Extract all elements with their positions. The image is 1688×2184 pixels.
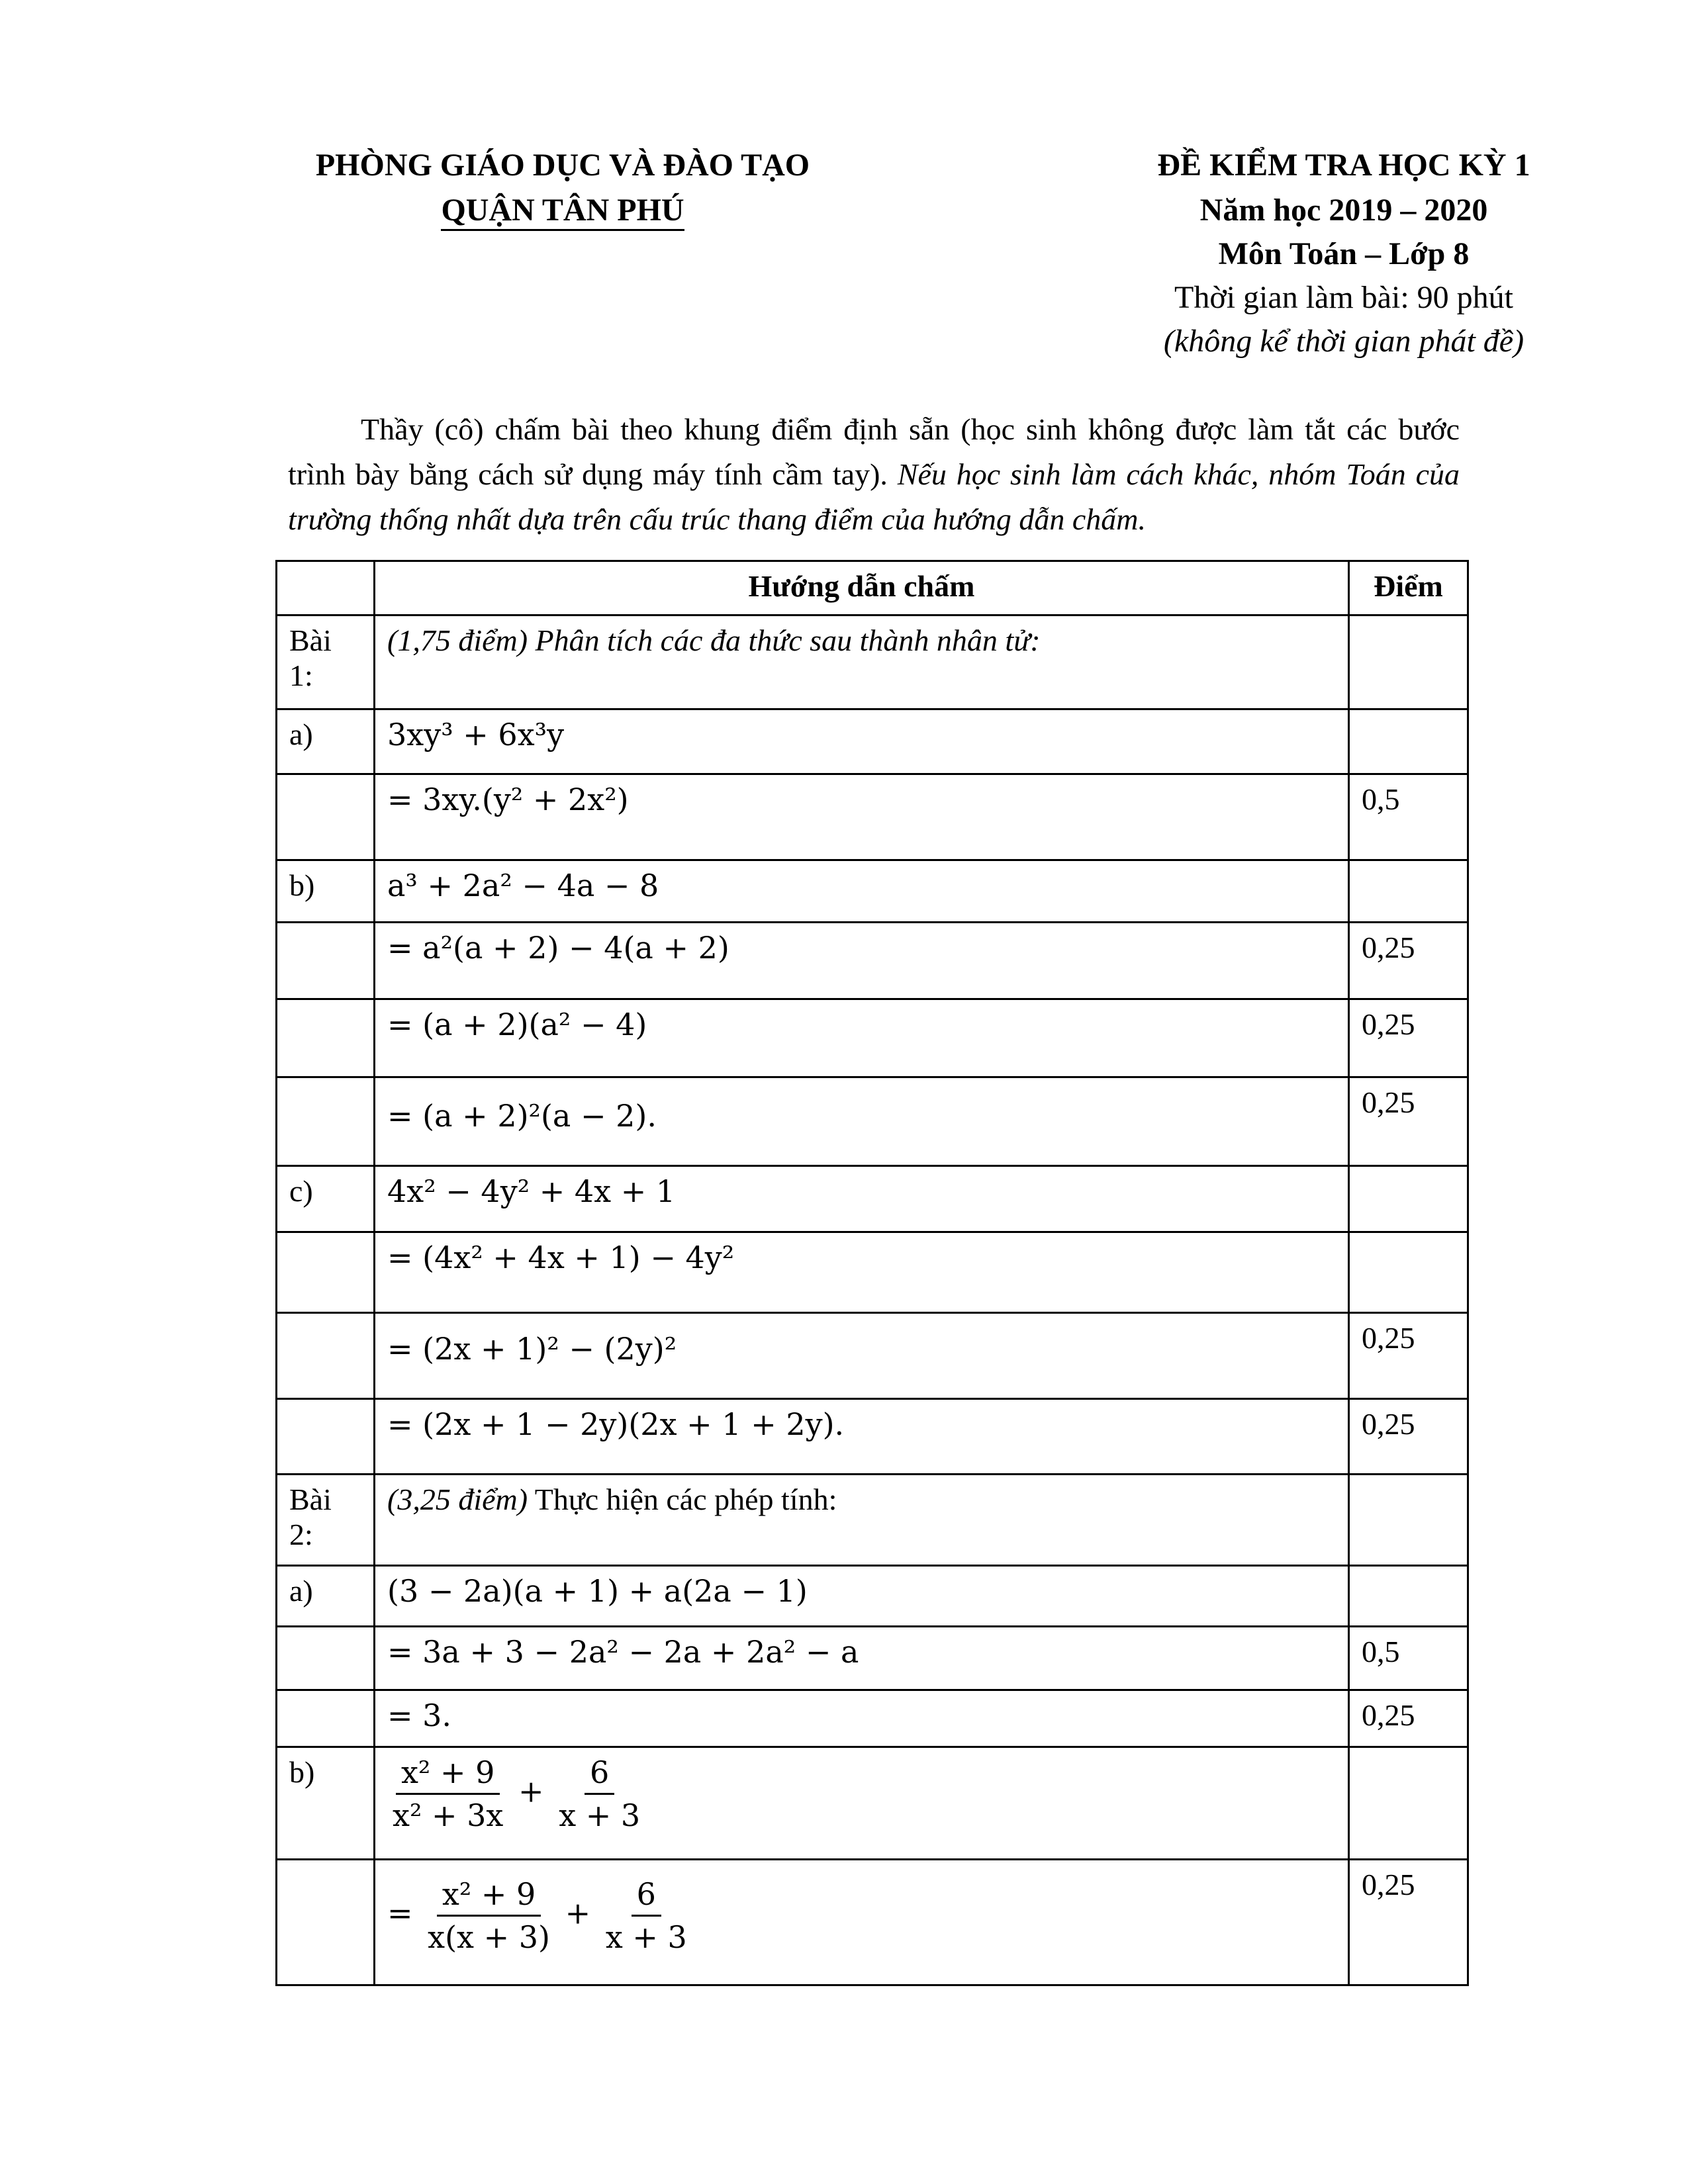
fraction [387, 1754, 508, 1833]
row-label: b) [277, 1747, 375, 1860]
fraction-denominator: x + 3 [559, 1797, 641, 1833]
school-year: Năm học 2019 – 2020 [1199, 193, 1488, 228]
row-content-italic: (3,25 điểm) [387, 1482, 528, 1516]
operator: + [518, 1773, 544, 1809]
table-row [277, 1166, 1468, 1232]
row-content: (3 − 2a)(a + 1) + a(2a − 1) [375, 1566, 1349, 1627]
table-row [277, 1077, 1468, 1166]
row-label [277, 1313, 375, 1399]
row-score: 0,25 [1349, 1313, 1468, 1399]
row-content: (1,75 điểm) Phân tích các đa thức sau thành nhân tử: [375, 615, 1349, 709]
row-score: 0,5 [1349, 1627, 1468, 1690]
row-label [277, 1399, 375, 1475]
table-row [277, 1860, 1468, 1985]
table-row [277, 999, 1468, 1077]
table-row [277, 615, 1468, 709]
row-score: 0,25 [1349, 999, 1468, 1077]
fraction-numerator: 6 [632, 1876, 661, 1917]
row-score: 0,25 [1349, 1399, 1468, 1475]
table-row [277, 860, 1468, 923]
table-row [277, 1627, 1468, 1690]
table-row [277, 774, 1468, 860]
row-score [1349, 1566, 1468, 1627]
row-label [277, 774, 375, 860]
row-label: a) [277, 709, 375, 774]
fraction [600, 1876, 692, 1955]
fraction-numerator: 6 [585, 1754, 614, 1795]
exam-title: ĐỀ KIỂM TRA HỌC KỲ 1 [1157, 148, 1530, 183]
row-score: 0,25 [1349, 923, 1468, 999]
row-label [277, 1690, 375, 1747]
row-label: Bài 2: [277, 1475, 375, 1566]
row-label: a) [277, 1566, 375, 1627]
row-score [1349, 615, 1468, 709]
row-label: b) [277, 860, 375, 923]
row-content: = a²(a + 2) − 4(a + 2) [375, 923, 1349, 999]
row-label [277, 1860, 375, 1985]
row-content: = (4x² + 4x + 1) − 4y² [375, 1232, 1349, 1313]
row-content-text: Thực hiện các phép tính: [534, 1482, 837, 1516]
header-department: PHÒNG GIÁO DỤC VÀ ĐÀO TẠO [315, 148, 810, 183]
row-content: = 3xy.(y² + 2x²) [375, 774, 1349, 860]
row-score: 0,25 [1349, 1077, 1468, 1166]
row-content: = (a + 2)²(a − 2). [375, 1077, 1349, 1166]
row-content [375, 1860, 1349, 1985]
row-score [1349, 1232, 1468, 1313]
row-score: 0,25 [1349, 1860, 1468, 1985]
row-label [277, 1627, 375, 1690]
fraction-numerator: x² + 9 [396, 1754, 500, 1795]
row-score [1349, 1475, 1468, 1566]
subject-grade: Môn Toán – Lớp 8 [1218, 236, 1470, 271]
row-content: a³ + 2a² − 4a − 8 [375, 860, 1349, 923]
fraction [422, 1876, 555, 1955]
fraction-numerator: x² + 9 [437, 1876, 541, 1917]
row-content [375, 1475, 1349, 1566]
header-district [291, 195, 834, 226]
row-label: c) [277, 1166, 375, 1232]
header-score-cell: Điểm [1349, 561, 1468, 615]
table-row [277, 1475, 1468, 1566]
table-row [277, 1747, 1468, 1860]
operator: + [565, 1895, 591, 1931]
row-content: = (a + 2)(a² − 4) [375, 999, 1349, 1077]
row-content: = 3a + 3 − 2a² − 2a + 2a² − a [375, 1627, 1349, 1690]
header-label-cell [277, 561, 375, 615]
table-row [277, 1690, 1468, 1747]
table-row [277, 1313, 1468, 1399]
fraction-denominator: x² + 3x [393, 1797, 504, 1833]
table-row [277, 709, 1468, 774]
row-content: = 3. [375, 1690, 1349, 1747]
row-content: 3xy³ + 6x³y [375, 709, 1349, 774]
row-label [277, 1077, 375, 1166]
row-label [277, 999, 375, 1077]
table-header-row [277, 561, 1468, 615]
row-score: 0,25 [1349, 1690, 1468, 1747]
row-content: = (2x + 1 − 2y)(2x + 1 + 2y). [375, 1399, 1349, 1475]
table-row [277, 1399, 1468, 1475]
table-row [277, 923, 1468, 999]
fraction [553, 1754, 645, 1833]
fraction-denominator: x + 3 [605, 1919, 687, 1955]
header-district-text: QUẬN TÂN PHÚ [441, 193, 684, 231]
duration: Thời gian làm bài: 90 phút [1174, 280, 1513, 315]
row-score: 0,5 [1349, 774, 1468, 860]
equals-sign: = [387, 1895, 413, 1931]
duration-note: (không kể thời gian phát đề) [1163, 324, 1524, 359]
table-row [277, 1566, 1468, 1627]
intro-paragraph [288, 407, 1460, 542]
row-label [277, 1232, 375, 1313]
table-row [277, 1232, 1468, 1313]
row-label [277, 923, 375, 999]
header-guide-cell: Hướng dẫn chấm [375, 561, 1349, 615]
intro-italic: Nếu học sinh làm cách khác, nhóm Toán của trường thống nhất dựa trên cấu trúc thang điểm của hướng dẫn chấm. [288, 457, 1460, 536]
row-score [1349, 1747, 1468, 1860]
row-content: 4x² − 4y² + 4x + 1 [375, 1166, 1349, 1232]
row-label: Bài 1: [277, 615, 375, 709]
intro-plain: Thầy (cô) chấm bài theo khung điểm định sẵn (học sinh không được làm tắt các bước trình bày bằng cách sử dụng máy tính cầm tay). [288, 412, 1460, 491]
grading-table [275, 560, 1469, 1986]
row-score [1349, 860, 1468, 923]
row-score [1349, 1166, 1468, 1232]
fraction-denominator: x(x + 3) [428, 1919, 551, 1955]
row-score [1349, 709, 1468, 774]
row-content [375, 1747, 1349, 1860]
row-content: = (2x + 1)² − (2y)² [375, 1313, 1349, 1399]
